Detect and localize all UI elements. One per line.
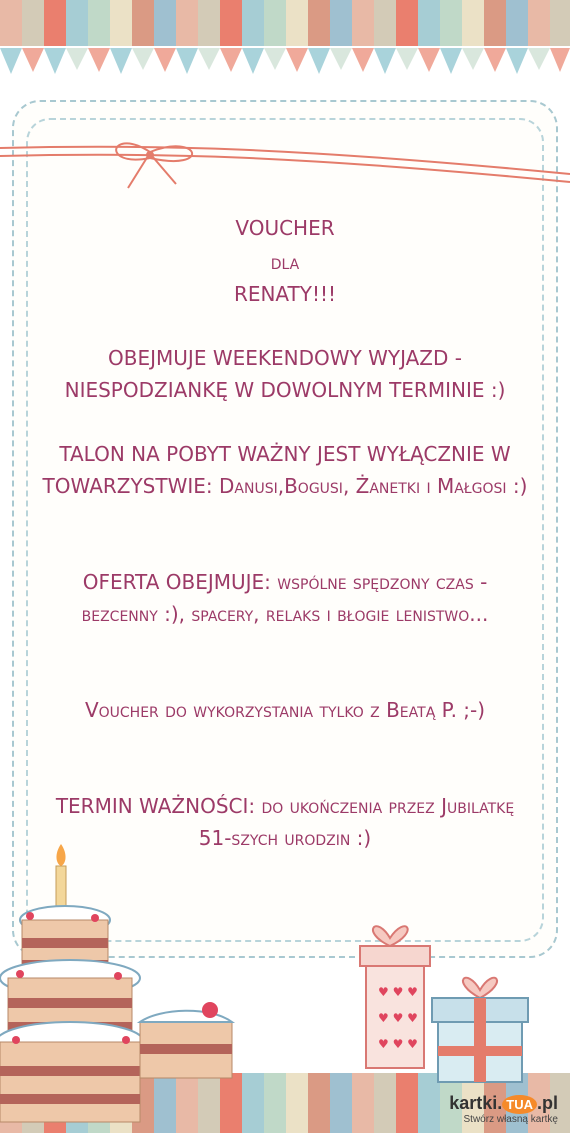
offer-weekend-trip: OBEJMUJE WEEKENDOWY WYJAZD - NIESPODZIANKĘ W DOWOLNYM TERMINIE :)	[64, 346, 506, 402]
svg-text:♥ ♥ ♥: ♥ ♥ ♥	[378, 1037, 418, 1051]
ribbon-bow-icon	[0, 126, 570, 206]
gift-boxes-icon	[350, 910, 565, 1085]
voucher-heading: VOUCHER	[235, 216, 335, 240]
offer-includes-text: wspólne spędzony czas - bezcenny :), spacery, relaks i błogie lenistwo...	[81, 570, 489, 626]
voucher-recipient: RENATY!!!	[233, 282, 337, 306]
birthday-cake-icon	[0, 838, 250, 1133]
brand-tagline: Stwórz własną kartkę	[463, 1114, 558, 1125]
svg-text:♥ ♥ ♥: ♥ ♥ ♥	[378, 1011, 418, 1025]
bunting-garland	[0, 44, 570, 84]
ticket-validity-note	[0, 438, 570, 502]
ticket-label: TALON NA POBYT WAŻNY JEST WYŁĄCZNIE W TOWARZYSTWIE:	[42, 442, 511, 498]
validity-label: TERMIN WAŻNOŚCI:	[55, 794, 262, 818]
svg-text:♥ ♥ ♥: ♥ ♥ ♥	[378, 985, 418, 999]
brand-name: kartki. TUA .pl	[449, 1093, 558, 1113]
brand-logo[interactable]	[449, 1093, 558, 1125]
brand-badge: TUA	[502, 1095, 537, 1114]
ticket-names: Danusi,Bogusi, Żanetki i Małgosi :)	[219, 474, 528, 498]
voucher-for-label: dla	[270, 250, 300, 274]
offer-includes	[0, 566, 570, 630]
offer-includes-label: OFERTA OBEJMUJE:	[82, 570, 278, 594]
voucher-usage-note: Voucher do wykorzystania tylko z Beatą P. ;-)	[84, 698, 486, 722]
validity-text: do ukończenia przez Jubilatkę 51-szych urodzin :)	[198, 794, 515, 850]
top-stripe-band	[0, 0, 570, 46]
